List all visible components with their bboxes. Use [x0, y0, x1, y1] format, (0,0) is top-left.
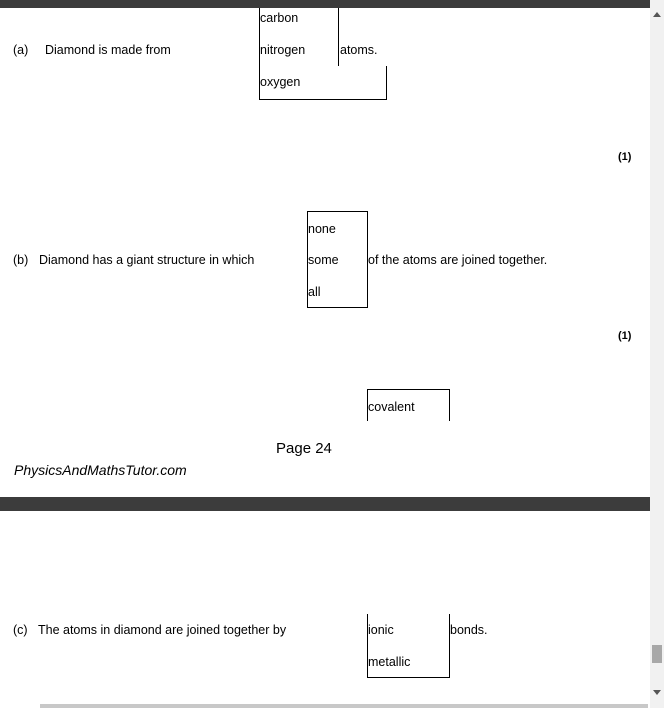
box-c-bottom — [367, 677, 450, 678]
box-a-bottom — [259, 99, 387, 100]
box-c-top-right — [449, 389, 450, 421]
horizontal-scrollbar[interactable] — [40, 704, 648, 708]
option-none: none — [308, 222, 336, 236]
option-covalent: covalent — [368, 400, 415, 414]
mark-b: (1) — [618, 330, 632, 342]
scroll-thumb[interactable] — [652, 645, 662, 663]
option-metallic: metallic — [368, 655, 411, 669]
box-b-top — [307, 211, 368, 212]
box-c-right — [449, 614, 450, 678]
box-a-mid — [338, 8, 339, 66]
question-b-text: Diamond has a giant structure in which — [39, 253, 255, 267]
box-b-right — [367, 211, 368, 308]
box-b-bottom — [307, 307, 368, 308]
box-b-left — [307, 211, 308, 308]
vertical-scrollbar[interactable] — [650, 0, 664, 708]
box-a-left — [259, 8, 260, 100]
question-c-label: (c) — [13, 623, 28, 637]
page-gap — [0, 497, 650, 511]
option-some: some — [308, 253, 339, 267]
question-a-after: atoms. — [340, 43, 378, 57]
option-nitrogen: nitrogen — [260, 43, 306, 57]
question-a-text: Diamond is made from — [45, 43, 171, 57]
box-c-top — [367, 389, 450, 390]
box-c-left — [367, 614, 368, 678]
page-number: Page 24 — [276, 440, 332, 457]
mark-a: (1) — [618, 151, 632, 163]
question-a-label: (a) — [13, 43, 29, 57]
question-c-text: The atoms in diamond are joined together by — [38, 623, 287, 637]
box-c-top-left — [367, 389, 368, 421]
option-ionic: ionic — [368, 623, 394, 637]
document-page-25 — [0, 511, 650, 704]
option-all: all — [308, 285, 321, 299]
question-c-after: bonds. — [450, 623, 488, 637]
box-a-right — [386, 66, 387, 100]
option-carbon: carbon — [260, 11, 299, 25]
site-footer: PhysicsAndMathsTutor.com — [14, 462, 187, 478]
option-oxygen: oxygen — [260, 75, 301, 89]
question-b-label: (b) — [13, 253, 29, 267]
viewer-top-bar — [0, 0, 650, 8]
scroll-up-arrow-icon[interactable] — [653, 12, 661, 17]
scroll-down-arrow-icon[interactable] — [653, 690, 661, 695]
question-b-after: of the atoms are joined together. — [368, 253, 548, 267]
